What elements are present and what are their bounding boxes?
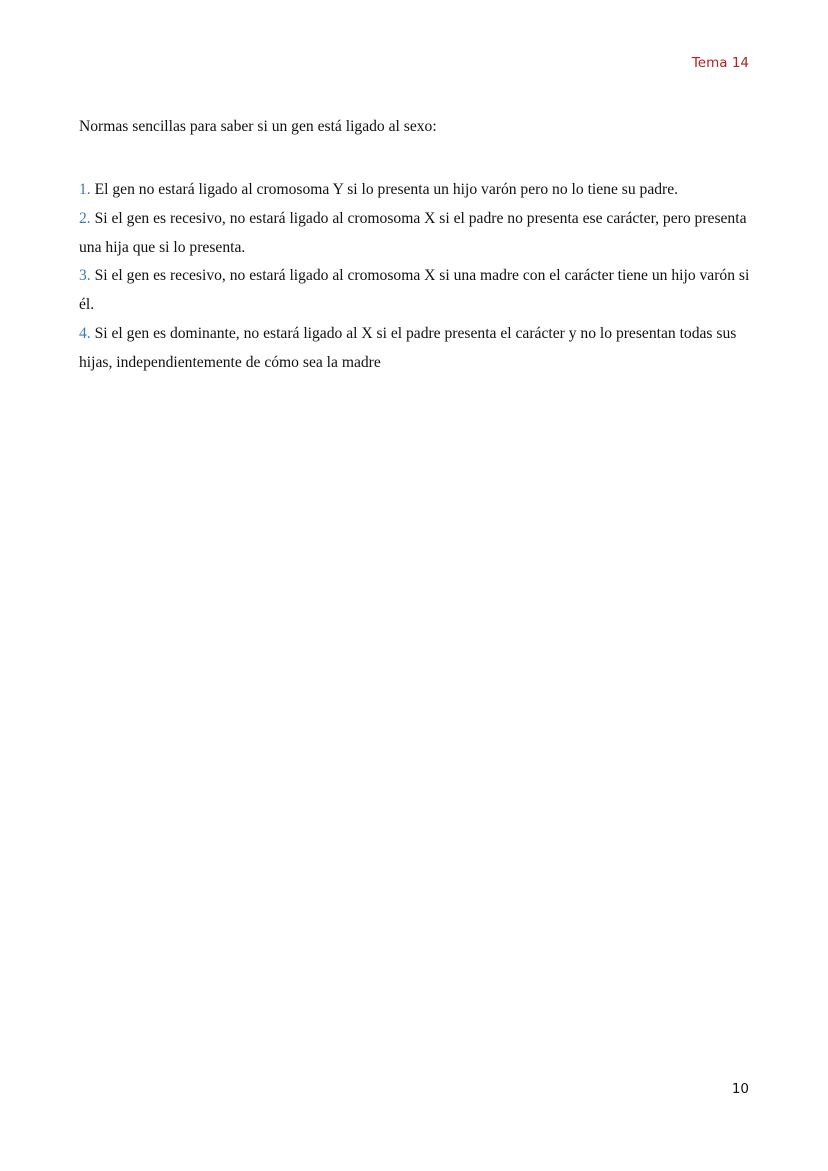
rule-text: El gen no estará ligado al cromosoma Y si lo presenta un hijo varón pero no lo tiene su padre. xyxy=(94,181,679,198)
rule-text: Si el gen es recesivo, no estará ligado al cromosoma X si una madre con el carácter tiene un hijo varón si él. xyxy=(79,267,750,314)
rule-number: 3. xyxy=(79,267,91,285)
rule-item xyxy=(79,320,751,378)
page-header-title: Tema 14 xyxy=(691,55,749,71)
rule-text: Si el gen es recesivo, no estará ligado al cromosoma X si el padre no presenta ese carácter, pero presenta una hija que si lo presenta. xyxy=(79,209,747,256)
rule-number: 2. xyxy=(79,209,91,227)
intro-paragraph: Normas sencillas para saber si un gen está ligado al sexo: xyxy=(79,118,437,135)
rule-number: 4. xyxy=(79,324,91,342)
rule-text: Si el gen es dominante, no estará ligado al X si el padre presenta el carácter y no lo presentan todas sus hijas, independientemente de cómo sea la madre xyxy=(79,324,737,371)
rule-item xyxy=(79,205,751,263)
rule-item xyxy=(79,262,751,320)
page-number: 10 xyxy=(731,1081,749,1097)
rules-list xyxy=(79,176,751,378)
rule-number: 1. xyxy=(79,181,91,198)
rule-item xyxy=(79,176,751,205)
